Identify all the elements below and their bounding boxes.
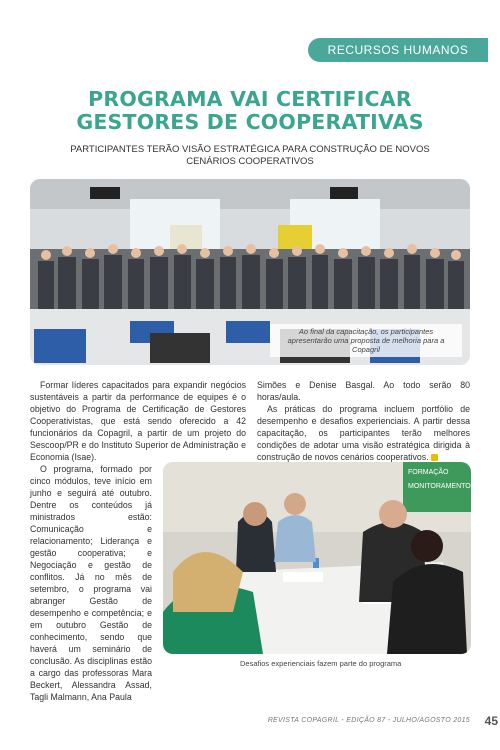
group-photo-caption: Ao final da capacitação, os participantes apresentarão uma proposta de melhoria para a Copagril [270,324,462,357]
banner-text-2: MONITORAMENTO [408,483,471,490]
training-photo [163,462,471,654]
article-paragraph-2: O programa, formado por cinco módulos, teve início em junho e seguirá até outubro. Dentre os conteúdos já ministrados estão: Comunicação e relacionamento; Liderança e gestão cooperativa; e Negociação e gestão de conflitos. Já no mês de setembro, o programa vai abranger Gestão de desempenho e competência; e em outubro Gestão de conhecimento, sendo que haverá um seminário de conclusão. As disciplinas estão a cargo das professoras Mara Beckert, Alessandra Assad, Tagli Malmann, Ana Paula [30,464,152,702]
page-title: PROGRAMA VAI CERTIFICAR GESTORES DE COOPERATIVAS [76,87,424,134]
article-paragraph-3: As práticas do programa incluem portfólio de desempenho e desafios experienciais. A partir dessa capacitação, os participantes terão melhores condições de adotar uma visão estratégica dirigida à construção de novos cenários cooperativos. [257,404,470,462]
banner-text-1: FORMAÇÃO [408,469,449,476]
article-paragraph-1: Formar líderes capacitados para expandir negócios sustentáveis a partir da performance de equipes é o objetivo do Programa de Certificação de Gestores Cooperativistas, que está sendo oferecido a 42 funcionários da Copagril, a partir de um projeto do Sescoop/PR e do Instituto Superior de Administração e Economia (Isae). [30,380,246,462]
training-photo-image [163,462,471,654]
training-photo-caption: Desafios experienciais fazem parte do programa [240,659,402,668]
end-mark-icon [431,454,438,461]
article-column-right [257,379,470,463]
article-paragraph-2-end: Simões e Denise Basgal. Ao todo serão 80 horas/aula. [257,380,470,402]
section-tab: RECURSOS HUMANOS [308,38,488,62]
group-photo [30,179,470,365]
page-number: 45 [484,714,498,728]
subtitle: PARTICIPANTES TERÃO VISÃO ESTRATÉGICA PARA CONSTRUÇÃO DE NOVOS CENÁRIOS COOPERATIVOS [70,144,430,167]
footer-magazine-info: REVISTA COPAGRIL - EDIÇÃO 87 - JULHO/AGOSTO 2015 [267,717,470,724]
